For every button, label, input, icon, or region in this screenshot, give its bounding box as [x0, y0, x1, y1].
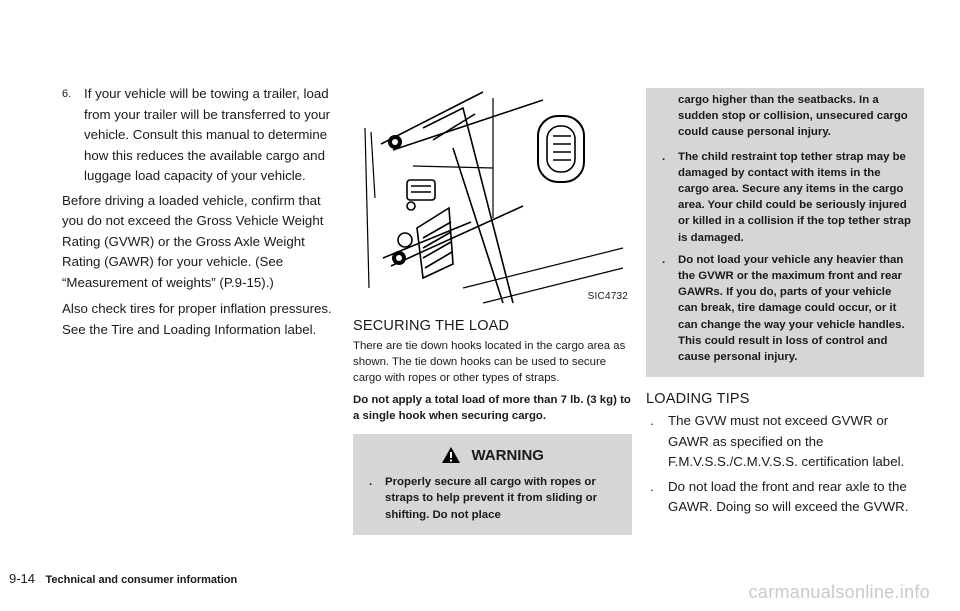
warning-triangle-icon: [441, 446, 461, 464]
warning-header: [363, 446, 622, 464]
bullet: .: [650, 478, 654, 494]
bullet: .: [662, 253, 666, 266]
warning-item-1-text: Properly secure all cargo with ropes or straps to help prevent it from sliding or shifting. Do not place: [385, 476, 598, 521]
step-6: [62, 84, 338, 187]
warning-item-3-text: Do not load your vehicle any heavier than the GVWR or the maximum front and rear GAWRs. If you do, parts of your vehicle can break, tire damage could occur, or it can change the way your vehicle handles. This could result in loss of control and cause personal injury.: [678, 253, 905, 364]
step-text: If your vehicle will be towing a trailer, load from your trailer will be transferred to your vehicle. Consult this manual to determine how this reduces the available cargo and luggage load capacity of your vehicle.: [84, 86, 331, 183]
warning-item-1-continued: cargo higher than the seatbacks. In a sudden stop or collision, unsecured cargo could cause personal injury.: [678, 94, 908, 139]
securing-load-body: There are tie down hooks located in the cargo area as shown. The tie down hooks can be used to secure cargo with ropes or other types of straps.: [353, 340, 626, 385]
tip-2: [646, 477, 924, 518]
cargo-hook-illustration: [353, 88, 632, 308]
warning-item-2-text: The child restraint top tether strap may be damaged by contact with items in the cargo area. Secure any items in the cargo area. Your child could be seriously injured or killed in a collision if the top tether strap is damaged.: [678, 150, 911, 244]
page-number: 9-14: [9, 571, 36, 586]
gvwr-paragraph: Before driving a loaded vehicle, confirm that you do not exceed the Gross Vehicle Weight Rating (GVWR) or the Gross Axle Weight Rating (GAWR) for your vehicle. (See “Measurement of weights” (P.9-15).): [62, 192, 324, 290]
figure-code: SIC4732: [587, 291, 628, 302]
tire-paragraph: Also check tires for proper inflation pressures. See the Tire and Loading Information label.: [62, 301, 332, 337]
warning-item-3: [656, 252, 914, 365]
bullet: .: [369, 476, 373, 489]
warning-box-continued: [646, 88, 924, 377]
hook-load-note: Do not apply a total load of more than 7 lb. (3 kg) to a single hook when securing cargo.: [353, 393, 631, 422]
tip-1: [646, 411, 924, 473]
cargo-area-drawing: [353, 88, 632, 308]
warning-item-1: [363, 474, 622, 523]
left-column: [62, 84, 338, 346]
bullet: .: [650, 413, 654, 429]
tip-1-text: The GVW must not exceed GVWR or GAWR as specified on the F.M.V.S.S./C.M.V.S.S. certification label.: [668, 413, 905, 470]
chapter-title: Technical and consumer information: [45, 574, 238, 586]
middle-column: [353, 88, 632, 535]
watermark: carmanualsonline.info: [748, 582, 930, 602]
page-footer: [9, 570, 237, 588]
warning-title: WARNING: [471, 446, 544, 464]
bullet: .: [662, 150, 666, 163]
step-number: 6.: [62, 88, 72, 100]
warning-item-2: [656, 149, 914, 246]
warning-box: [353, 434, 632, 535]
securing-load-heading: SECURING THE LOAD: [353, 318, 510, 334]
loading-tips-heading: LOADING TIPS: [646, 391, 750, 408]
tip-2-text: Do not load the front and rear axle to the GAWR. Doing so will exceed the GVWR.: [668, 478, 909, 515]
right-column: [646, 88, 924, 522]
